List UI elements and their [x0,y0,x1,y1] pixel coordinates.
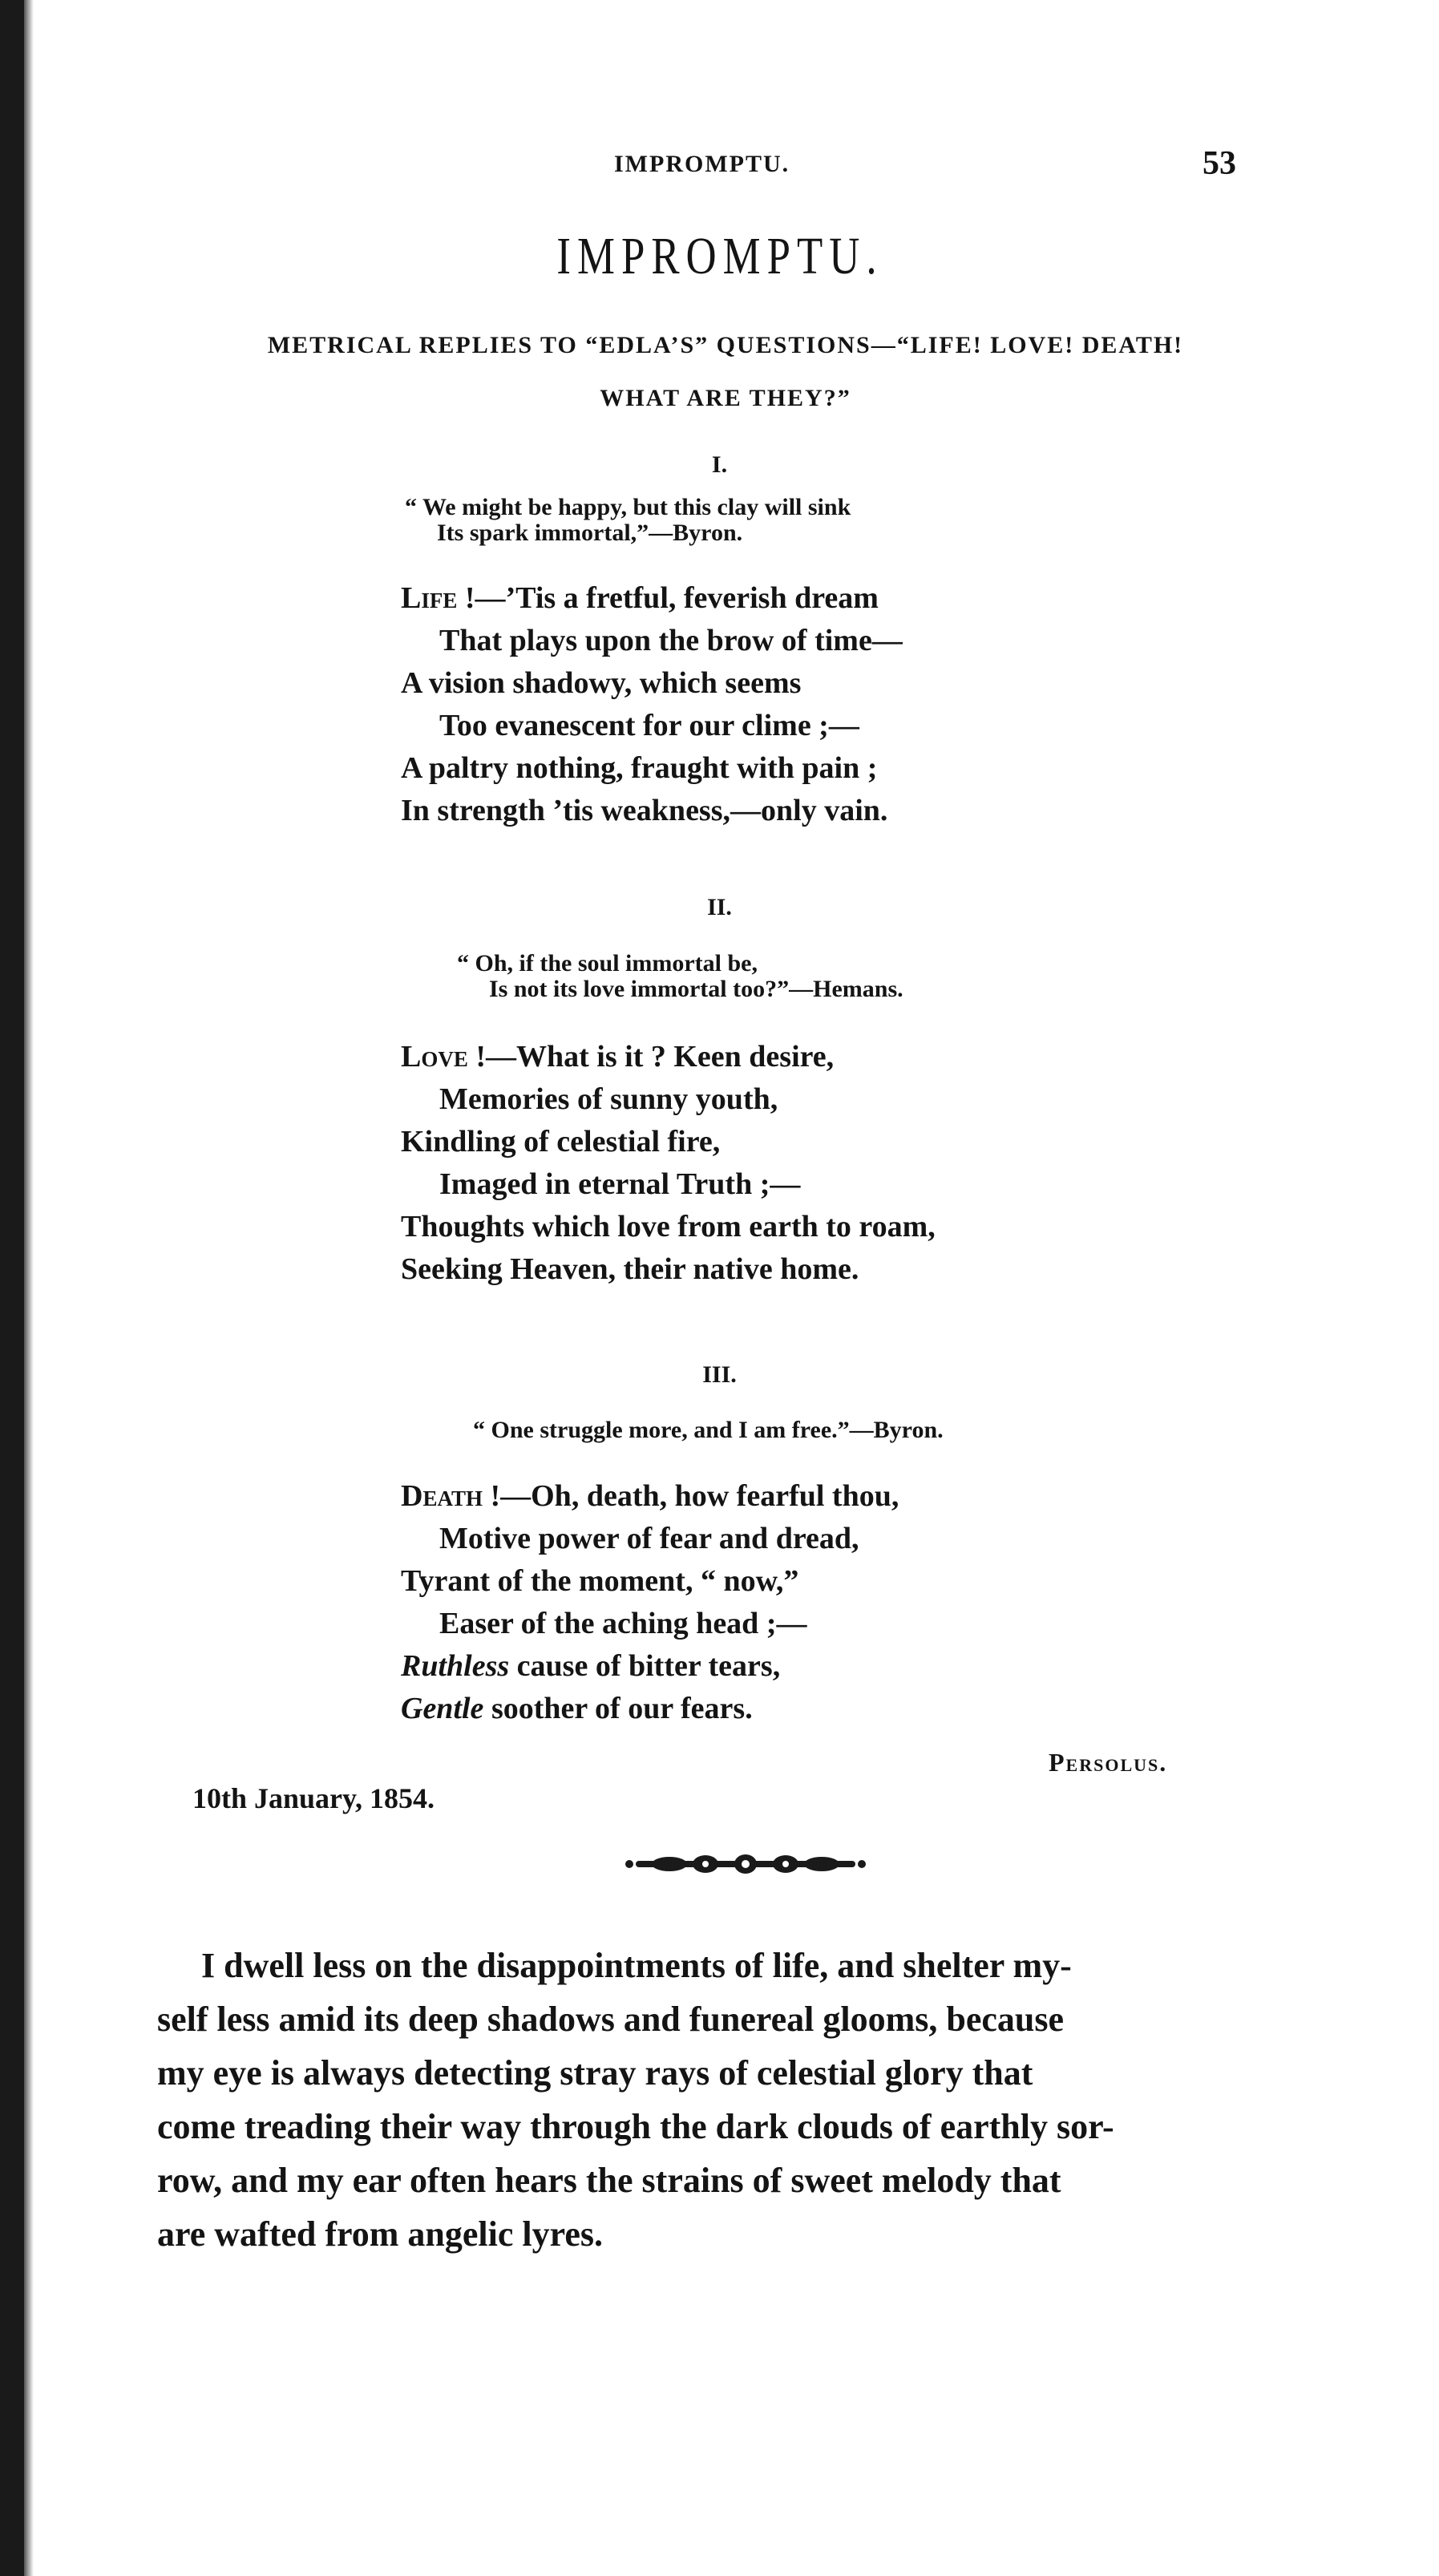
section-numeral-3: III. [702,1361,737,1388]
prose-line: my eye is always detecting stray rays of celestial glory that [157,2053,1033,2093]
stanza-lead-word: Love [401,1040,468,1074]
verse-line: Easer of the aching head ;— [439,1607,807,1640]
prose-line: I dwell less on the disappointments of life, and shelter my- [201,1946,1072,1985]
prose-paragraph [157,1939,1284,2261]
epigraph-1 [405,495,851,546]
book-spine-shadow [0,0,24,2576]
author-signature: Persolus. [1049,1748,1168,1777]
prose-line: self less amid its deep shadows and funereal glooms, because [157,2000,1065,2039]
prose-line: come treading their way through the dark clouds of earthly sor- [157,2107,1114,2146]
epigraph-line: “ We might be happy, but this clay will sink [405,494,851,520]
verse-line: Tyrant of the moment, “ now,” [401,1564,799,1598]
section-numeral-1: I. [711,451,728,478]
verse-line: Thoughts which love from earth to roam, [401,1210,936,1244]
page-number: 53 [1203,145,1236,182]
epigraph-line: “ One struggle more, and I am free.”—Byron. [473,1417,944,1443]
verse-line: Love !—What is it ? Keen desire, [401,1040,835,1074]
verse-line: In strength ’tis weakness,—only vain. [401,794,888,827]
stanza-2 [401,1036,936,1291]
stanza-lead-word: Life [401,581,458,615]
page-gutter [24,0,34,2576]
verse-line: A vision shadowy, which seems [401,666,802,700]
prose-line: row, and my ear often hears the strains of sweet melody that [157,2161,1061,2200]
verse-line: Imaged in eternal Truth ;— [439,1167,801,1201]
verse-line: Memories of sunny youth, [439,1082,778,1116]
epigraph-line: Its spark immortal,”—Byron. [437,520,743,546]
running-head: IMPROMPTU. [614,151,790,177]
date-line: 10th January, 1854. [192,1782,435,1814]
verse-line: That plays upon the brow of time— [439,624,903,657]
verse-line: A paltry nothing, fraught with pain ; [401,751,878,785]
ornament-divider-icon [621,1850,870,1878]
prose-line: are wafted from angelic lyres. [157,2214,603,2254]
verse-line: Seeking Heaven, their native home. [401,1252,859,1286]
epigraph-3 [473,1417,944,1443]
verse-line: Life !—’Tis a fretful, feverish dream [401,581,879,615]
epigraph-line: Is not its love immortal too?”—Hemans. [489,976,903,1002]
page-title: IMPROMPTU. [556,227,883,285]
verse-line: Too evanescent for our clime ;— [439,709,859,742]
epigraph-2 [457,951,903,1002]
subtitle-line-2: WHAT ARE THEY?” [600,385,851,411]
epigraph-line: “ Oh, if the soul immortal be, [457,950,758,977]
stanza-1 [401,577,903,832]
stanza-3 [401,1475,899,1730]
verse-line: Death !—Oh, death, how fearful thou, [401,1479,899,1513]
verse-line: Motive power of fear and dread, [439,1522,859,1555]
verse-line: Gentle soother of our fears. [401,1692,753,1725]
italic-word: Ruthless [401,1649,510,1683]
subtitle [168,319,1283,425]
italic-word: Gentle [401,1692,484,1725]
verse-line: Ruthless cause of bitter tears, [401,1649,781,1683]
verse-line: Kindling of celestial fire, [401,1125,721,1159]
section-numeral-2: II. [707,894,732,920]
subtitle-line-1: METRICAL REPLIES TO “EDLA’S” QUESTIONS—“LIFE! LOVE! DEATH! [267,332,1184,358]
stanza-lead-word: Death [401,1479,483,1513]
